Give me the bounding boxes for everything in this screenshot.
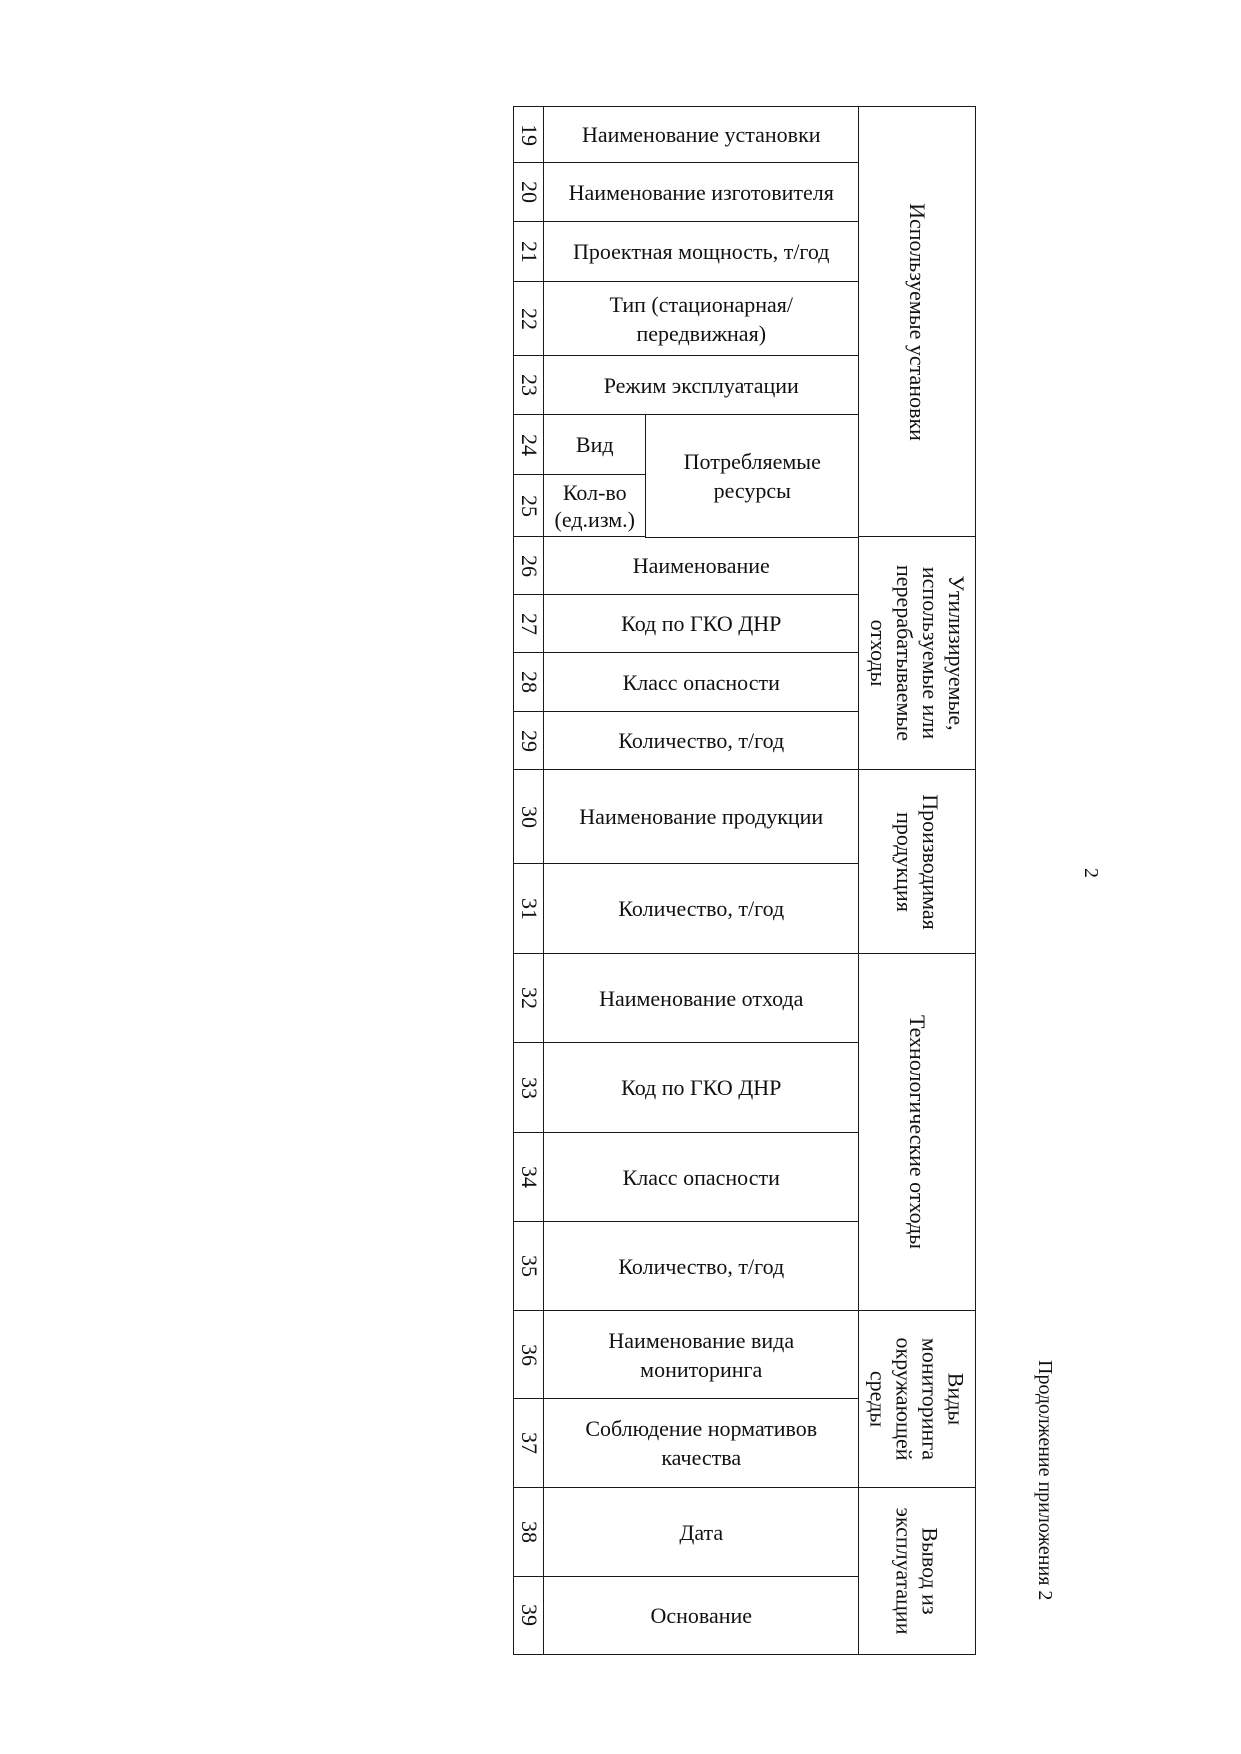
group-header-label	[891, 794, 943, 930]
group-header-cell	[858, 1487, 976, 1655]
row-number: 37	[516, 1432, 542, 1455]
field-label-cell	[543, 1310, 860, 1400]
row-number-cell	[513, 106, 545, 164]
group-header-label	[904, 203, 930, 441]
group-header-line: продукция	[891, 811, 917, 912]
row-number-cell	[513, 414, 545, 476]
row-number: 34	[516, 1166, 542, 1189]
group-header-label	[891, 1507, 943, 1634]
field-label: Количество, т/год	[618, 728, 785, 754]
row-number-cell	[513, 1221, 545, 1312]
field-label-cell	[543, 1132, 860, 1223]
group-header-cell	[858, 536, 976, 771]
row-number: 39	[516, 1604, 542, 1627]
field-label: Проектная мощность, т/год	[573, 239, 830, 265]
row-number: 35	[516, 1255, 542, 1278]
row-number-cell	[513, 162, 545, 223]
field-label: Код по ГКО ДНР	[621, 1075, 782, 1101]
row-number: 32	[516, 987, 542, 1010]
row-number-cell	[513, 1310, 545, 1400]
field-label: Тип (стационарная/ передвижная)	[609, 291, 794, 346]
group-header-label	[904, 1015, 930, 1249]
row-number: 28	[516, 671, 542, 694]
field-label: Основание	[650, 1602, 753, 1628]
field-label: Количество, т/год	[618, 1253, 785, 1279]
page-number: 2	[1080, 868, 1102, 878]
field-label: Наименование вида мониторинга	[608, 1327, 795, 1382]
field-label: Наименование изготовителя	[568, 179, 834, 205]
row-number-cell	[513, 594, 545, 654]
group-header-label	[865, 565, 969, 741]
group-header-line: используемые или	[917, 567, 943, 740]
row-number: 22	[516, 307, 542, 330]
field-label: Класс опасности	[622, 669, 780, 695]
row-number: 27	[516, 612, 542, 635]
field-label: Наименование	[632, 553, 770, 579]
row-number-cell	[513, 355, 545, 416]
row-number: 38	[516, 1521, 542, 1544]
row-number-cell	[513, 711, 545, 771]
appendix-note: Продолжение приложения 2	[1034, 1360, 1056, 1601]
field-label: Дата	[679, 1519, 724, 1545]
row-number-cell	[513, 953, 545, 1044]
row-number: 20	[516, 181, 542, 204]
group-header-line: Виды	[943, 1373, 969, 1426]
row-number: 23	[516, 374, 542, 397]
field-label: Код по ГКО ДНР	[621, 611, 782, 637]
group-header-line: Технологические отходы	[904, 1015, 930, 1250]
group-header-line: Утилизируемые,	[943, 575, 969, 731]
field-label-cell	[543, 536, 860, 596]
group-header-cell	[858, 106, 976, 538]
row-number: 26	[516, 554, 542, 577]
field-label: Режим эксплуатации	[603, 372, 799, 398]
field-label-cell	[543, 594, 860, 654]
group-header-line: Используемые установки	[904, 202, 930, 441]
subgroup-resources-cell	[645, 414, 860, 538]
row-number-cell	[513, 769, 545, 865]
field-label: Соблюдение нормативов качества	[585, 1416, 818, 1471]
group-header-line: мониторинга	[917, 1338, 943, 1461]
group-header-line: среды	[865, 1371, 891, 1428]
field-label-cell	[543, 1221, 860, 1312]
row-number-cell	[513, 1398, 545, 1489]
field-label-cell	[543, 474, 647, 538]
field-label: Наименование отхода	[599, 985, 804, 1011]
row-number-cell	[513, 1576, 545, 1655]
row-number-cell	[513, 281, 545, 357]
row-number-cell	[513, 1132, 545, 1223]
row-number-cell	[513, 1487, 545, 1578]
field-label: Вид	[575, 432, 614, 458]
group-header-line: окружающей	[891, 1337, 917, 1461]
row-number: 31	[516, 897, 542, 920]
group-header-cell	[858, 769, 976, 955]
field-label-cell	[543, 106, 860, 164]
field-label-cell	[543, 355, 860, 416]
field-label: Наименование установки	[581, 122, 821, 148]
subgroup-resources-label: Потребляемые ресурсы	[683, 448, 821, 503]
field-label-cell	[543, 652, 860, 713]
row-number: 25	[516, 494, 542, 517]
field-label-cell	[543, 414, 647, 476]
row-number: 21	[516, 240, 542, 263]
group-header-line: Вывод из	[917, 1527, 943, 1615]
row-number: 30	[516, 805, 542, 828]
field-label-cell	[543, 769, 860, 865]
field-label-cell	[543, 711, 860, 771]
group-header-cell	[858, 953, 976, 1312]
row-number: 24	[516, 433, 542, 456]
field-label: Количество, т/год	[618, 896, 785, 922]
field-label: Кол-во (ед.изм.)	[554, 479, 635, 532]
row-number-cell	[513, 474, 545, 538]
row-number: 36	[516, 1343, 542, 1366]
row-number-cell	[513, 652, 545, 713]
form-table	[513, 106, 974, 1653]
field-label: Класс опасности	[622, 1164, 780, 1190]
field-label-cell	[543, 863, 860, 955]
row-number-cell	[513, 1042, 545, 1134]
field-label-cell	[543, 1487, 860, 1578]
group-header-cell	[858, 1310, 976, 1489]
row-number: 29	[516, 729, 542, 752]
row-number-cell	[513, 221, 545, 283]
field-label-cell	[543, 1042, 860, 1134]
field-label-cell	[543, 221, 860, 283]
field-label-cell	[543, 1398, 860, 1489]
row-number: 19	[516, 123, 542, 146]
field-label-cell	[543, 162, 860, 223]
field-label-cell	[543, 281, 860, 357]
group-header-line: перерабатываемые	[891, 565, 917, 742]
row-number: 33	[516, 1076, 542, 1099]
row-number-cell	[513, 536, 545, 596]
field-label: Наименование продукции	[579, 804, 824, 830]
group-header-label	[865, 1338, 969, 1461]
group-header-line: отходы	[865, 619, 891, 687]
group-header-line: эксплуатации	[891, 1507, 917, 1635]
group-header-line: Производимая	[917, 793, 943, 930]
field-label-cell	[543, 1576, 860, 1655]
field-label-cell	[543, 953, 860, 1044]
row-number-cell	[513, 863, 545, 955]
